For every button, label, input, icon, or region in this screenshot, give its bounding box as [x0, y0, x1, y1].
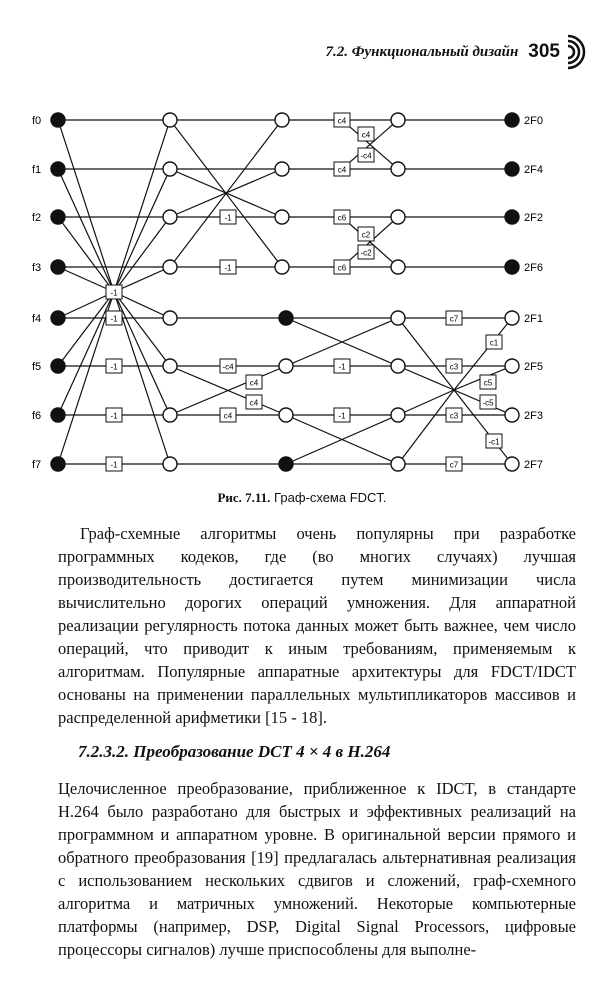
open-node	[391, 210, 405, 224]
filled-node	[505, 162, 519, 176]
open-node	[505, 359, 519, 373]
graph-edge	[58, 120, 114, 292]
filled-node	[51, 359, 65, 373]
filled-node	[51, 210, 65, 224]
filled-node	[51, 113, 65, 127]
multiplier-label: -1	[110, 314, 118, 324]
filled-node	[51, 457, 65, 471]
multiplier-label: c4	[361, 130, 371, 140]
multiplier-label: c4	[337, 165, 347, 175]
open-node	[275, 210, 289, 224]
output-label: 2F0	[524, 115, 543, 127]
graph-edge	[114, 292, 170, 415]
input-label: f6	[32, 410, 42, 422]
open-node	[163, 408, 177, 422]
input-label: f0	[32, 115, 42, 127]
running-title: 7.2. Функциональный дизайн	[325, 43, 519, 60]
multiplier-label: -c2	[360, 248, 372, 258]
multiplier-label: -1	[110, 288, 118, 298]
filled-node	[505, 210, 519, 224]
graph-edge	[114, 217, 170, 292]
open-node	[505, 311, 519, 325]
filled-node	[51, 162, 65, 176]
open-node	[275, 113, 289, 127]
multiplier-label: c5	[483, 378, 493, 388]
output-label: 2F1	[524, 313, 543, 325]
input-label: f7	[32, 459, 42, 471]
open-node	[391, 113, 405, 127]
input-label: f3	[32, 262, 42, 274]
multiplier-label: c6	[337, 213, 347, 223]
input-label: f4	[32, 313, 42, 325]
open-node	[163, 359, 177, 373]
graph-edge	[58, 292, 114, 415]
open-node	[163, 260, 177, 274]
output-label: 2F3	[524, 410, 543, 422]
multiplier-label: c7	[449, 314, 459, 324]
multiplier-label: -c5	[482, 398, 494, 408]
open-node	[163, 311, 177, 325]
filled-node	[51, 260, 65, 274]
paragraph-1: Граф-схемные алгоритмы очень популярны при разработке программных кодеков, где (во многих случаях) лучшая производительность достигается путем минимизации числа вычислительно дорогих операций умножения. Для аппаратной реализации регулярность потока данных может быть важнее, чем число операций, что приводит к иным требованиям, применяемым к алгоритмам. Популярные аппаратные архитектуры для FDCT/IDCT основаны на применении параллельных мультипликаторов массивов и распределенной арифметики [15 - 18].	[58, 524, 576, 727]
open-node	[391, 408, 405, 422]
open-node	[275, 162, 289, 176]
filled-node	[51, 408, 65, 422]
figure-caption-text: Граф-схема FDCT.	[274, 490, 387, 505]
multiplier-label: c2	[361, 230, 371, 240]
filled-node	[279, 457, 293, 471]
output-label: 2F6	[524, 262, 543, 274]
section-heading: 7.2.3.2. Преобразование DCT 4 × 4 в H.264	[78, 742, 391, 761]
filled-node	[505, 260, 519, 274]
open-node	[163, 113, 177, 127]
multiplier-label: -1	[224, 213, 232, 223]
multiplier-label: -c4	[222, 362, 234, 372]
fdct-flow-graph	[28, 96, 568, 480]
open-node	[275, 260, 289, 274]
open-node	[391, 457, 405, 471]
filled-node	[51, 311, 65, 325]
multiplier-label: c6	[337, 263, 347, 273]
page-corner-mark-icon	[566, 32, 588, 72]
multiplier-label: -c4	[360, 151, 372, 161]
multiplier-label: -1	[110, 411, 118, 421]
multiplier-label: c7	[449, 460, 459, 470]
output-label: 2F2	[524, 212, 543, 224]
open-node	[391, 359, 405, 373]
filled-node	[505, 113, 519, 127]
multiplier-label: c4	[337, 116, 347, 126]
figure-caption-number: Рис. 7.11.	[217, 490, 271, 505]
graph-edge	[58, 169, 114, 292]
multiplier-label: c3	[449, 362, 459, 372]
multiplier-label: c3	[449, 411, 459, 421]
open-node	[163, 210, 177, 224]
multiplier-label: c4	[223, 411, 233, 421]
multiplier-label: -1	[110, 362, 118, 372]
graph-edge	[114, 169, 170, 292]
output-label: 2F5	[524, 361, 543, 373]
open-node	[505, 457, 519, 471]
input-label: f2	[32, 212, 42, 224]
multiplier-label: -1	[338, 411, 346, 421]
multiplier-label: -1	[338, 362, 346, 372]
output-label: 2F7	[524, 459, 543, 471]
multiplier-label: -1	[110, 460, 118, 470]
graph-edge	[398, 318, 454, 390]
open-node	[391, 162, 405, 176]
multiplier-label: c4	[249, 378, 259, 388]
open-node	[391, 260, 405, 274]
open-node	[391, 311, 405, 325]
multiplier-label: -1	[224, 263, 232, 273]
graph-edge	[58, 217, 114, 292]
open-node	[279, 359, 293, 373]
graph-edge	[398, 390, 454, 464]
open-node	[279, 408, 293, 422]
input-label: f5	[32, 361, 42, 373]
multiplier-label: c1	[489, 338, 499, 348]
graph-edge	[114, 120, 170, 292]
running-header	[300, 40, 564, 64]
filled-node	[279, 311, 293, 325]
multiplier-label: -c1	[488, 437, 500, 447]
output-label: 2F4	[524, 164, 543, 176]
paragraph-2: Целочисленное преобразование, приближенное к IDCT, в стандарте H.264 было разработано для быстрых и эффективных реализаций на программном и аппаратном уровне. В оригинальной версии прямого и обратного преобразования [19] предлагалась альтернативная реализация с использованием нескольких сдвигов и сложений, граф-схемного алгоритма и матричных умножений. Некоторые компьютерные платформы (например, DSP, Digital Signal Processors, цифровые процессоры сигналов) лучше приспособлены для выполне-	[58, 779, 576, 959]
page-number: 305	[528, 41, 560, 62]
open-node	[505, 408, 519, 422]
input-label: f1	[32, 164, 42, 176]
multiplier-label: c4	[249, 398, 259, 408]
open-node	[163, 457, 177, 471]
figure-caption	[0, 490, 604, 506]
open-node	[163, 162, 177, 176]
